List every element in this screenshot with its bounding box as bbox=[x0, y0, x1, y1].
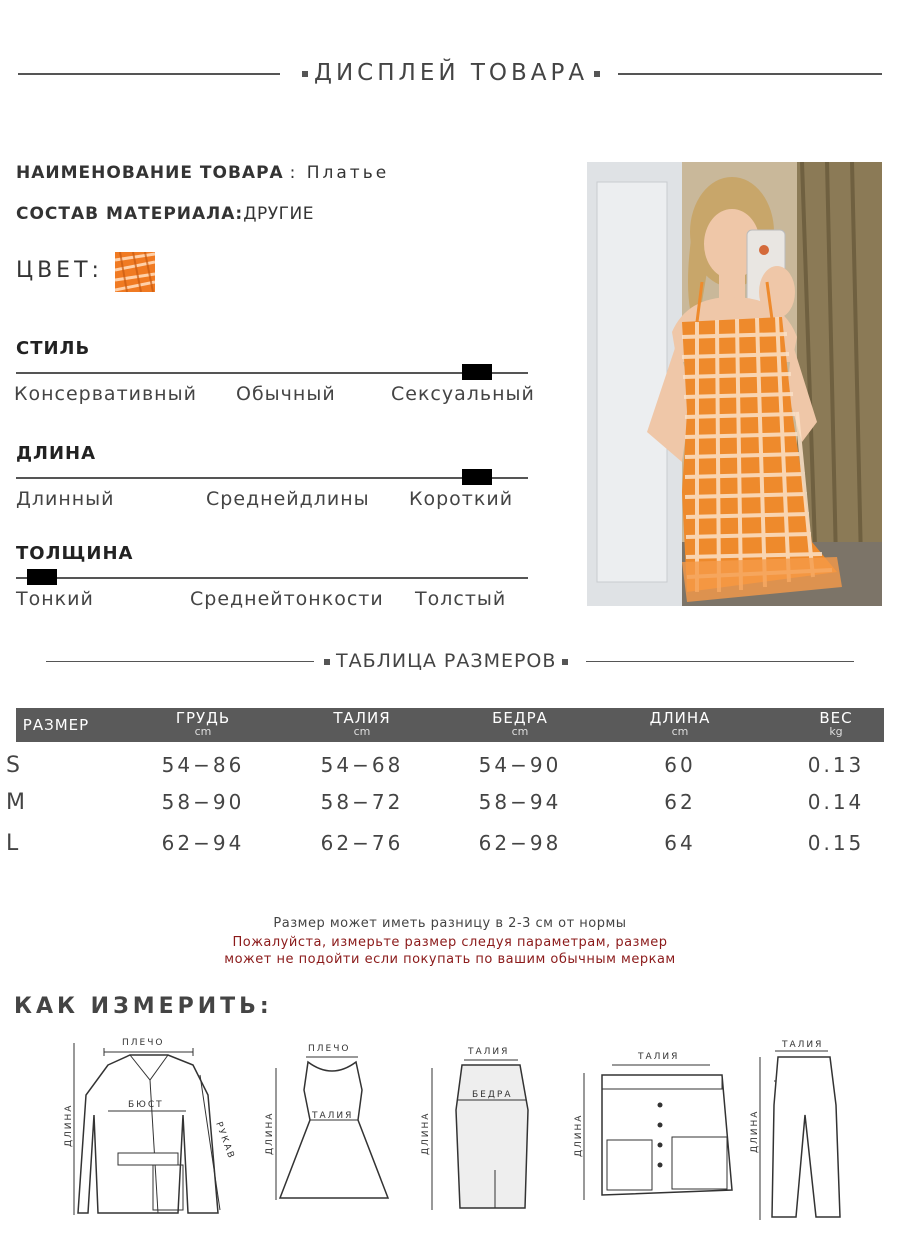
table-rule-left bbox=[46, 661, 314, 662]
pants-length-label: ДЛИНА bbox=[750, 1109, 760, 1153]
size-value-cell: 62 bbox=[664, 790, 696, 814]
material-label: СОСТАВ МАТЕРИАЛА: bbox=[16, 204, 244, 224]
size-value-cell: 58−94 bbox=[478, 790, 562, 814]
jacket-length-label: ДЛИНА bbox=[64, 1103, 74, 1147]
header-rule-right bbox=[618, 73, 882, 75]
page-title: ДИСПЛЕЙ ТОВАРА bbox=[296, 60, 606, 86]
scale-title-2: ТОЛЩИНА bbox=[16, 543, 134, 564]
scale-marker-1 bbox=[462, 469, 492, 485]
scale-label-1-1: Среднейдлины bbox=[206, 488, 370, 510]
scale-label-1-2: Короткий bbox=[409, 488, 514, 510]
header-rule-left bbox=[18, 73, 280, 75]
size-value-cell: 54−68 bbox=[320, 753, 404, 777]
col-size: РАЗМЕР bbox=[22, 716, 90, 734]
size-value-cell: 0.15 bbox=[807, 831, 865, 855]
color-row bbox=[16, 258, 103, 283]
size-value-cell: 54−86 bbox=[161, 753, 245, 777]
skirt-hips-label: БЕДРА bbox=[472, 1090, 513, 1100]
shorts-waist-label: ТАЛИЯ bbox=[638, 1052, 680, 1062]
note-line-3: может не подойти если покупать по вашим обычным меркам bbox=[224, 952, 676, 967]
table-rule-right bbox=[586, 661, 854, 662]
scale-label-0-1: Обычный bbox=[236, 383, 336, 405]
jacket-sleeve-label: РУКАВ bbox=[213, 1120, 237, 1162]
jacket-shoulder-label: ПЛЕЧО bbox=[122, 1038, 165, 1048]
size-value-cell: 58−72 bbox=[320, 790, 404, 814]
table-bullet-left bbox=[324, 659, 330, 665]
scale-track-0 bbox=[16, 372, 528, 374]
size-table-title: ТАБЛИЦА РАЗМЕРОВ bbox=[318, 650, 574, 672]
col-waist: ТАЛИЯ cm bbox=[333, 709, 391, 738]
measure-title: КАК ИЗМЕРИТЬ: bbox=[14, 994, 273, 1019]
color-label: ЦВЕТ: bbox=[16, 258, 103, 283]
size-value-cell: 64 bbox=[664, 831, 696, 855]
scale-label-2-0: Тонкий bbox=[16, 588, 94, 610]
col-weight: ВЕС kg bbox=[819, 709, 853, 738]
col-hips: БЕДРА cm bbox=[492, 709, 548, 738]
size-value-cell: 54−90 bbox=[478, 753, 562, 777]
scale-label-1-0: Длинный bbox=[16, 488, 115, 510]
skirt-diagram bbox=[420, 1040, 550, 1215]
scale-title-1: ДЛИНА bbox=[16, 443, 97, 464]
scale-marker-2 bbox=[27, 569, 57, 585]
size-value-cell: 0.13 bbox=[807, 753, 865, 777]
size-value-cell: 58−90 bbox=[161, 790, 245, 814]
scale-title-0: СТИЛЬ bbox=[16, 338, 91, 359]
dress-shoulder-label: ПЛЕЧО bbox=[308, 1044, 351, 1054]
note-line-2: Пожалуйста, измерьте размер следуя параметрам, размер bbox=[232, 935, 668, 950]
dress-diagram bbox=[260, 1040, 400, 1210]
skirt-waist-label: ТАЛИЯ bbox=[468, 1047, 510, 1057]
size-value-cell: 62−94 bbox=[161, 831, 245, 855]
size-value-cell: 60 bbox=[664, 753, 696, 777]
size-value-cell: 62−76 bbox=[320, 831, 404, 855]
size-label-cell: L bbox=[6, 831, 19, 856]
product-name-value: : Платье bbox=[289, 163, 390, 183]
scale-label-0-2: Сексуальный bbox=[391, 383, 535, 405]
size-label-cell: S bbox=[6, 753, 20, 778]
swatch-fabric-icon bbox=[115, 252, 155, 292]
dress-waist-label: ТАЛИЯ bbox=[312, 1111, 354, 1121]
scale-label-2-1: Среднейтонкости bbox=[190, 588, 384, 610]
size-label-cell: M bbox=[6, 790, 25, 815]
scale-label-2-2: Толстый bbox=[415, 588, 507, 610]
size-value-cell: 0.14 bbox=[807, 790, 865, 814]
product-name-row bbox=[16, 163, 389, 183]
scale-marker-0 bbox=[462, 364, 492, 380]
jacket-bust-label: БЮСТ bbox=[128, 1100, 164, 1110]
scale-track-2 bbox=[16, 577, 528, 579]
size-value-cell: 62−98 bbox=[478, 831, 562, 855]
col-length: ДЛИНА cm bbox=[649, 709, 711, 738]
col-bust: ГРУДЬ cm bbox=[175, 709, 231, 738]
title-bullet-right bbox=[594, 71, 600, 77]
product-name-label: НАИМЕНОВАНИЕ ТОВАРА bbox=[16, 163, 284, 183]
product-photo bbox=[587, 162, 882, 606]
dress-length-label: ДЛИНА bbox=[265, 1111, 275, 1155]
pants-diagram bbox=[750, 1035, 860, 1225]
table-bullet-right bbox=[562, 659, 568, 665]
material-row bbox=[16, 204, 314, 224]
jacket-diagram bbox=[58, 1035, 243, 1220]
scale-track-1 bbox=[16, 477, 528, 479]
material-value: ДРУГИЕ bbox=[243, 204, 314, 224]
scale-label-0-0: Консервативный bbox=[14, 383, 197, 405]
title-bullet-left bbox=[302, 71, 308, 77]
color-swatch[interactable] bbox=[115, 252, 155, 292]
skirt-length-label: ДЛИНА bbox=[421, 1111, 431, 1155]
pants-waist-label: ТАЛИЯ bbox=[782, 1040, 824, 1050]
shorts-diagram bbox=[572, 1045, 737, 1205]
size-table-header bbox=[16, 708, 884, 742]
shorts-length-label: ДЛИНА bbox=[574, 1113, 584, 1157]
note-line-1: Размер может иметь разницу в 2-3 см от нормы bbox=[273, 916, 627, 931]
